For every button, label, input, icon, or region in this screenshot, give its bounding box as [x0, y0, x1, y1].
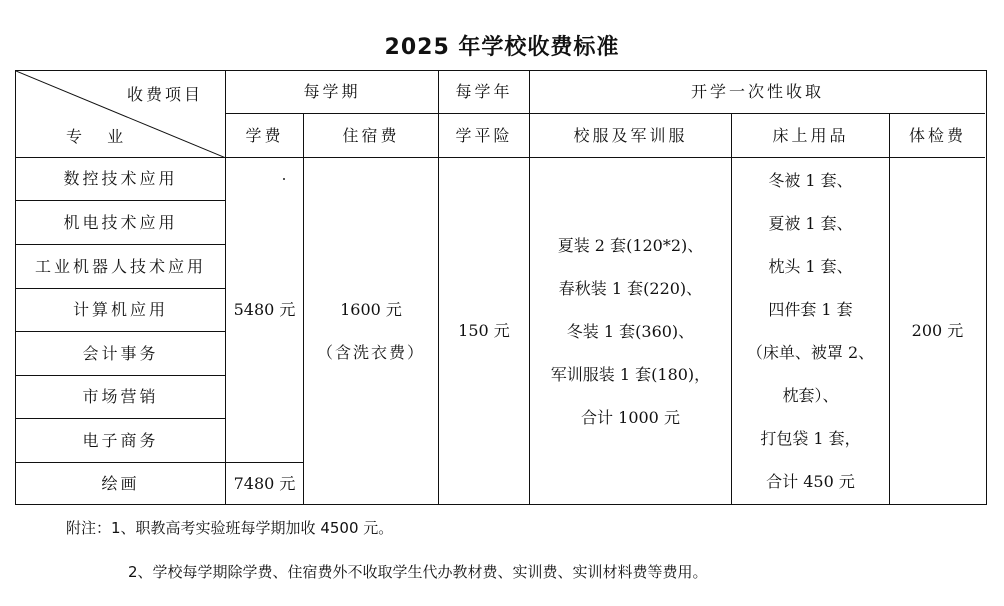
uniform-line: 春秋装 1 套(220)、 [558, 278, 703, 298]
fee-table [15, 70, 987, 505]
major-row: 市场营销 [16, 376, 226, 419]
bedding-total: 合计 450 元 [766, 472, 855, 491]
bedding-line: 枕套）、 [782, 386, 839, 405]
physical-exam-cell: 200 元 [911, 321, 964, 341]
header-accommodation: 住宿费 [304, 114, 439, 158]
accommodation-amount: 1600 元 [340, 300, 402, 319]
uniform-line: 冬装 1 套(360)、 [566, 321, 695, 341]
footnote-2: 2、学校每学期除学费、住宿费外不收取学生代办教材费、实训费、实训材料费等费用。 [128, 563, 708, 581]
uniform-line: 军训服装 1 套(180)， [550, 364, 711, 384]
tuition-painting-cell: 7480 元 [226, 463, 304, 504]
header-one-time: 开学一次性收取 [530, 71, 985, 114]
accommodation-cell [304, 158, 439, 504]
header-physical: 体检费 [890, 114, 985, 158]
footnote-1: 附注：1、职教高考实验班每学期加收 4500 元。 [66, 519, 394, 537]
bedding-line: 夏被 1 套、 [768, 214, 853, 233]
header-insurance: 学平险 [439, 114, 530, 158]
major-row: 电子商务 [16, 419, 226, 463]
corner-label-major: 专 业 [66, 127, 134, 146]
bedding-line: 四件套 1 套 [768, 300, 853, 319]
uniform-line: 夏装 2 套(120*2)、 [557, 235, 704, 255]
corner-label-fee-items: 收费项目 [126, 85, 203, 104]
bedding-line: （床单、被罩 2、 [746, 343, 875, 362]
bedding-cell [732, 158, 890, 504]
accommodation-note: （含洗衣费） [316, 343, 425, 362]
major-row: 机电技术应用 [16, 201, 226, 245]
bedding-line: 枕头 1 套、 [768, 257, 853, 276]
header-tuition: 学费 [226, 114, 304, 158]
major-row: 绘画 [16, 463, 226, 504]
stray-dot [283, 178, 285, 180]
uniform-cell [530, 158, 732, 504]
header-per-semester: 每学期 [226, 71, 439, 114]
major-row: 会计事务 [16, 332, 226, 376]
header-bedding: 床上用品 [732, 114, 890, 158]
bedding-line: 打包袋 1 套， [760, 429, 861, 448]
uniform-total: 合计 1000 元 [581, 407, 680, 427]
insurance-cell: 150 元 [439, 158, 530, 504]
corner-header-cell [16, 71, 226, 158]
header-per-year: 每学年 [439, 71, 530, 114]
major-row: 计算机应用 [16, 289, 226, 332]
major-row: 数控技术应用 [16, 158, 226, 201]
page-title: 2025 年学校收费标准 [384, 35, 620, 60]
header-uniform: 校服及军训服 [530, 114, 732, 158]
tuition-general-cell: 5480 元 [226, 158, 304, 463]
bedding-line: 冬被 1 套、 [768, 171, 853, 190]
major-row: 工业机器人技术应用 [16, 245, 226, 289]
